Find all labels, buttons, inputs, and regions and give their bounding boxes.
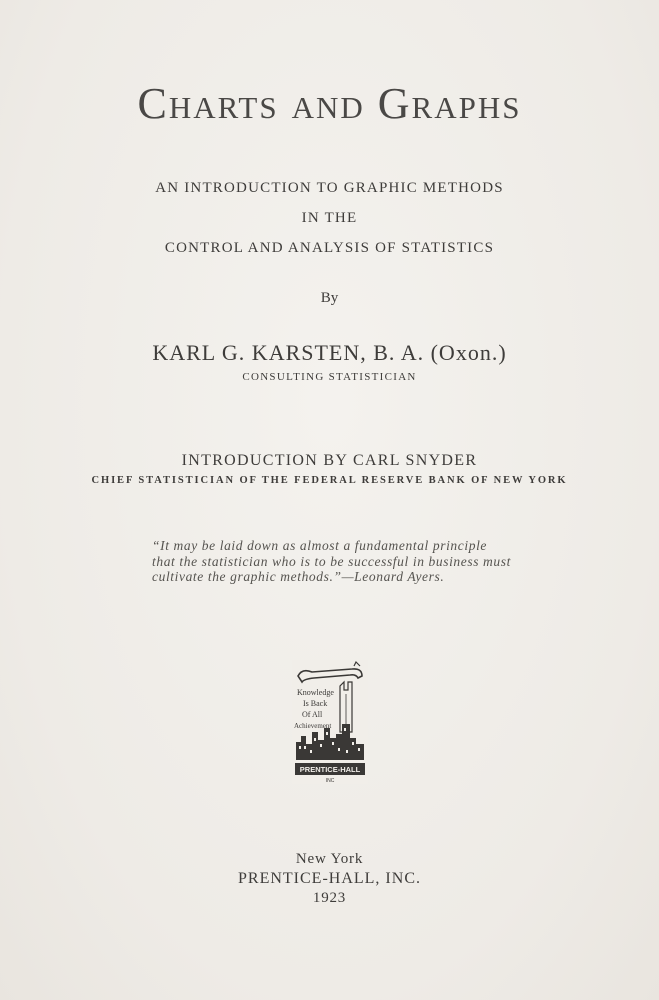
book-title: Charts and Graphs — [137, 79, 522, 128]
logo-motto-1: Knowledge — [297, 688, 334, 697]
publisher-emblem-icon — [292, 660, 368, 784]
epigraph-line-3: cultivate the graphic methods.”—Leonard Ayers. — [152, 569, 445, 584]
byline: By — [320, 290, 339, 306]
subtitle-line-1: AN INTRODUCTION TO GRAPHIC METHODS — [155, 180, 504, 196]
introducer-position: CHIEF STATISTICIAN OF THE FEDERAL RESERVE BANK OF NEW YORK — [91, 475, 568, 486]
epigraph-line-1: “It may be laid down as almost a fundamental principle — [152, 538, 488, 553]
subtitle-line-2: IN THE — [301, 210, 358, 226]
author-role: CONSULTING STATISTICIAN — [242, 371, 417, 383]
imprint-publisher: PRENTICE-HALL, INC. — [238, 870, 421, 887]
epigraph — [152, 538, 532, 585]
epigraph-line-2: that the statistician who is to be successful in business must — [152, 553, 511, 569]
logo-motto-3: Of All — [302, 710, 323, 719]
introduction-credit: INTRODUCTION BY CARL SNYDER — [181, 452, 478, 469]
logo-publisher-name: PRENTICE-HALL — [299, 765, 361, 774]
imprint-year: 1923 — [312, 890, 347, 906]
author-name: KARL G. KARSTEN, B. A. (Oxon.) — [152, 340, 507, 365]
logo-motto-2: Is Back — [303, 699, 328, 708]
logo-suffix: INC — [325, 778, 335, 784]
imprint-city: New York — [295, 851, 364, 867]
logo-motto-4: Achievement — [294, 722, 332, 730]
subtitle-line-3: CONTROL AND ANALYSIS OF STATISTICS — [164, 240, 495, 256]
